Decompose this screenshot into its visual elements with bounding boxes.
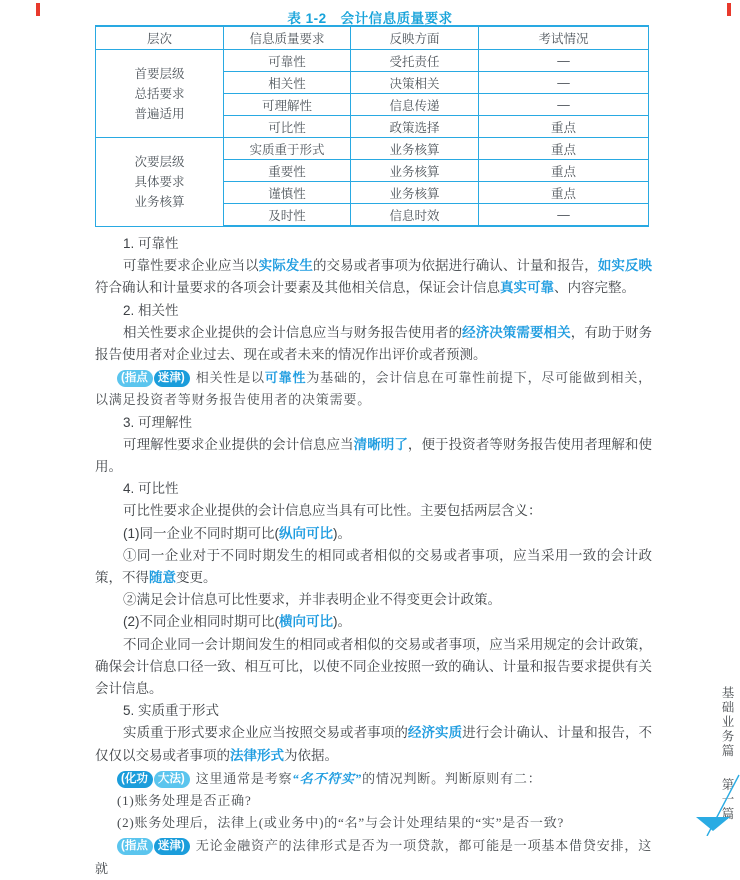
paragraph bbox=[95, 322, 652, 366]
level-line: 总括要求 bbox=[134, 86, 185, 101]
text-segment: 符合确认和计量要求的各项会计要素及其他相关信息，保证会计信息 bbox=[95, 280, 500, 296]
paragraph bbox=[95, 634, 652, 701]
text-segment: )。 bbox=[333, 525, 351, 541]
aspect-cell: 决策相关 bbox=[351, 72, 479, 94]
exam-cell: — bbox=[479, 72, 649, 94]
badge-part: 迷津) bbox=[154, 370, 190, 387]
paragraph bbox=[95, 722, 652, 766]
level-line: 首要层级 bbox=[134, 66, 185, 81]
text-segment: 进行会计确认、计量和报告，不仅仅以交易或者事项的 bbox=[95, 725, 653, 763]
paragraph bbox=[95, 478, 652, 500]
text-segment: (1)账务处理是否正确? bbox=[117, 793, 252, 809]
paragraph bbox=[95, 545, 652, 589]
corner-diagonal-line bbox=[706, 774, 740, 836]
aspect-cell: 业务核算 bbox=[351, 160, 479, 182]
level-line: 次要层级 bbox=[134, 154, 185, 169]
note-paragraph bbox=[95, 767, 652, 790]
exam-cell: — bbox=[479, 204, 649, 227]
header-exam: 考试情况 bbox=[479, 26, 649, 50]
paragraph bbox=[95, 500, 652, 522]
text-segment: 1. 可靠性 bbox=[123, 236, 179, 251]
sidebar-section-label: 基础业务篇 bbox=[720, 686, 734, 759]
req-cell: 可理解性 bbox=[224, 94, 351, 116]
paragraph bbox=[95, 434, 652, 478]
exam-cell: — bbox=[479, 50, 649, 72]
text-segment: 、内容完整。 bbox=[554, 280, 635, 296]
highlight-keyword: 如实反映 bbox=[597, 258, 653, 274]
note-paragraph bbox=[95, 834, 652, 879]
highlight-keyword: 实际发生 bbox=[258, 258, 313, 274]
text-segment: 可理解性要求企业提供的会计信息应当 bbox=[123, 436, 354, 452]
aspect-cell: 信息时效 bbox=[351, 204, 479, 227]
table-row bbox=[96, 50, 649, 72]
level-line: 普遍适用 bbox=[134, 106, 185, 121]
highlight-keyword: “名不符实” bbox=[292, 770, 363, 786]
aspect-cell: 业务核算 bbox=[351, 138, 479, 160]
req-cell: 可靠性 bbox=[224, 50, 351, 72]
highlight-keyword: 横向可比 bbox=[279, 614, 333, 630]
text-segment: )。 bbox=[333, 614, 351, 630]
text-segment: (1)同一企业不同时期可比( bbox=[123, 525, 279, 541]
header-level: 层次 bbox=[96, 26, 224, 50]
text-segment: 相关性要求企业提供的会计信息应当与财务报告使用者的 bbox=[123, 324, 463, 340]
highlight-keyword: 经济实质 bbox=[407, 725, 463, 741]
paragraph bbox=[95, 300, 652, 322]
huagong-badge bbox=[117, 767, 190, 789]
aspect-cell: 受托责任 bbox=[351, 50, 479, 72]
text-segment: 3. 可理解性 bbox=[123, 414, 193, 430]
note-paragraph bbox=[95, 366, 652, 411]
text-segment: 5. 实质重于形式 bbox=[123, 703, 220, 719]
paragraph bbox=[95, 790, 652, 812]
paragraph bbox=[95, 523, 652, 545]
req-cell: 及时性 bbox=[224, 204, 351, 227]
badge-part: 大法) bbox=[154, 771, 190, 788]
text-segment: 2. 相关性 bbox=[123, 302, 179, 318]
req-cell: 实质重于形式 bbox=[224, 138, 351, 160]
aspect-cell: 业务核算 bbox=[351, 182, 479, 204]
level-line: 业务核算 bbox=[134, 194, 185, 209]
zhidian-badge bbox=[117, 366, 190, 388]
level-line: 具体要求 bbox=[134, 174, 185, 189]
exam-cell: 重点 bbox=[479, 138, 649, 160]
exam-cell: 重点 bbox=[479, 116, 649, 138]
table-title: 表 1-2 会计信息质量要求 bbox=[287, 11, 453, 26]
badge-part: 迷津) bbox=[154, 838, 190, 855]
text-segment: 不同企业同一会计期间发生的相同或者相似的交易或者事项，应当采用规定的会计政策，确保会计信息口径一致、相互可比，以使不同企业按照一致的确认、计量和报告要求提供有关会计信息。 bbox=[95, 636, 652, 697]
level-cell-secondary bbox=[96, 138, 224, 227]
req-cell: 可比性 bbox=[224, 116, 351, 138]
text-segment: 为基础的，会计信息在可靠性前提下，尽可能做到相关，以满足投资者等财务报告使用者的决策需要。 bbox=[95, 370, 652, 408]
highlight-keyword: 真实可靠 bbox=[500, 280, 554, 296]
text-segment: 的交易或者事项为依据进行确认、计量和报告， bbox=[312, 258, 598, 274]
quality-requirements-table bbox=[95, 25, 649, 227]
paragraph bbox=[95, 589, 652, 611]
level-cell-primary bbox=[96, 50, 224, 138]
text-segment: ，有助于财务报告使用者对企业过去、现在或者未来的情况作出评价或者预测。 bbox=[95, 324, 653, 363]
text-segment: (2)账务处理后，法律上(或业务中)的“名”与会计处理结果的“实”是否一致? bbox=[117, 815, 565, 831]
text-segment: ②满足会计信息可比性要求，并非表明企业不得变更会计政策。 bbox=[123, 592, 501, 608]
badge-part: (指点 bbox=[117, 370, 153, 387]
text-segment: 可靠性要求企业应当以 bbox=[123, 258, 259, 274]
text-segment: 这里通常是考察 bbox=[195, 770, 293, 786]
exam-cell: 重点 bbox=[479, 160, 649, 182]
text-segment: 无论金融资产的法律形式是否为一项贷款，都可能是一项基本借贷安排，这就 bbox=[95, 838, 652, 876]
sidebar-part-label: 第一篇 bbox=[720, 777, 734, 822]
text-segment: (2)不同企业相同时期可比( bbox=[123, 614, 279, 630]
zhidian-badge bbox=[117, 834, 190, 856]
header-aspect: 反映方面 bbox=[351, 26, 479, 50]
req-cell: 相关性 bbox=[224, 72, 351, 94]
highlight-keyword: 随意 bbox=[149, 570, 176, 586]
highlight-keyword: 纵向可比 bbox=[279, 525, 333, 541]
text-segment: 实质重于形式要求企业应当按照交易或者事项的 bbox=[123, 725, 408, 741]
paragraph bbox=[95, 812, 652, 834]
badge-part: (化功 bbox=[117, 771, 153, 788]
highlight-keyword: 可靠性 bbox=[264, 370, 307, 386]
text-segment: 相关性是以 bbox=[195, 370, 265, 386]
text-segment: ①同一企业对于不同时期发生的相同或者相似的交易或者事项，应当采用一致的会计政策，不得 bbox=[95, 547, 652, 586]
aspect-cell: 信息传递 bbox=[351, 94, 479, 116]
header-requirement: 信息质量要求 bbox=[224, 26, 351, 50]
aspect-cell: 政策选择 bbox=[351, 116, 479, 138]
paragraph bbox=[95, 611, 652, 633]
exam-cell: — bbox=[479, 94, 649, 116]
text-segment: 为依据。 bbox=[284, 747, 338, 763]
paragraph bbox=[95, 233, 652, 255]
text-segment: ，便于投资者等财务报告使用者理解和使用。 bbox=[95, 436, 653, 475]
table-row bbox=[96, 138, 649, 160]
paragraph bbox=[95, 700, 652, 722]
req-cell: 重要性 bbox=[224, 160, 351, 182]
req-cell: 谨慎性 bbox=[224, 182, 351, 204]
highlight-keyword: 清晰明了 bbox=[353, 436, 408, 452]
text-segment: 4. 可比性 bbox=[123, 481, 179, 497]
badge-part: (指点 bbox=[117, 838, 153, 855]
text-segment: 的情况判断。判断原则有二： bbox=[362, 770, 542, 786]
highlight-keyword: 经济决策需要相关 bbox=[462, 324, 571, 340]
content bbox=[95, 233, 652, 880]
highlight-keyword: 法律形式 bbox=[230, 747, 284, 763]
exam-cell: 重点 bbox=[479, 182, 649, 204]
text-segment: 可比性要求企业提供的会计信息应当具有可比性。主要包括两层含义： bbox=[123, 503, 542, 519]
text-segment: 变更。 bbox=[176, 570, 217, 586]
table-header-row bbox=[96, 26, 649, 50]
paragraph bbox=[95, 255, 652, 299]
paragraph bbox=[95, 412, 652, 434]
